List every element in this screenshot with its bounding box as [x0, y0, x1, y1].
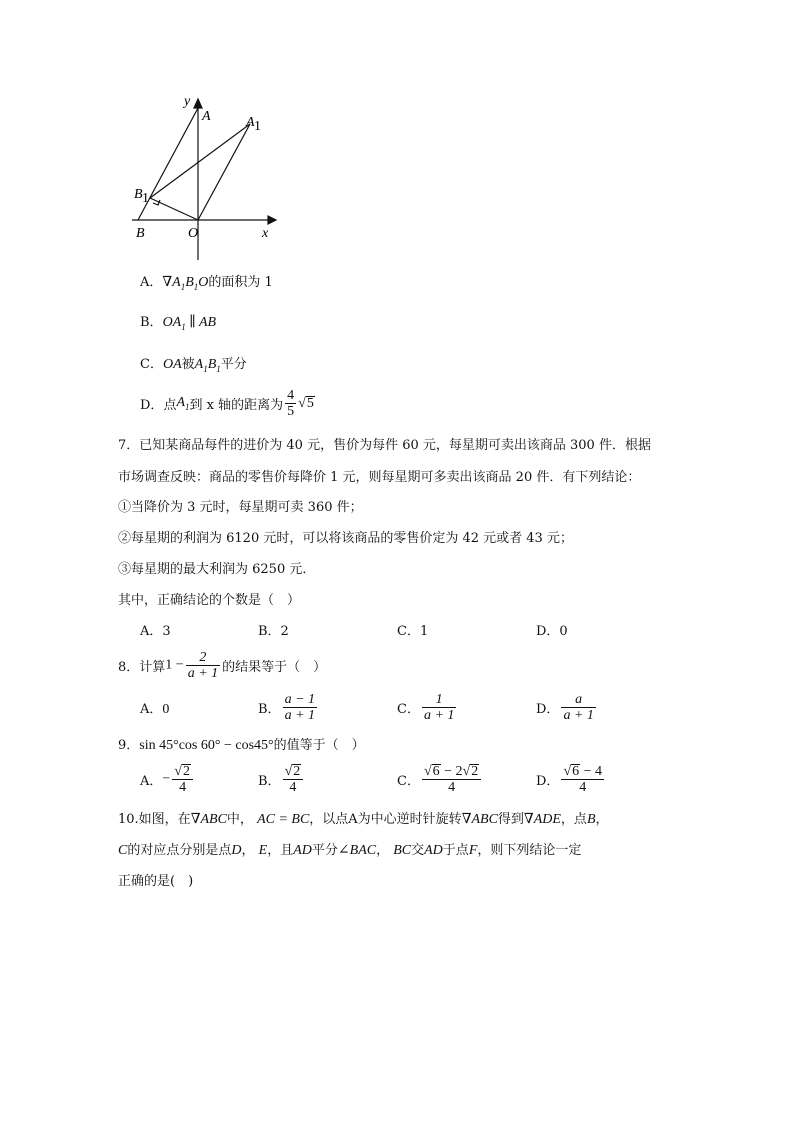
- segment-B1O: [150, 198, 198, 220]
- q8-option-d: D． $\frac{a}{a + 1}$: [536, 692, 594, 723]
- q7-option-c: C．1: [397, 624, 429, 639]
- label-A: A: [202, 109, 211, 124]
- q9-option-b: B． $\frac{√2}{4}$: [258, 764, 305, 795]
- q7-option-b: B．2: [258, 624, 289, 639]
- q9-option-a: A．− $\frac{√2}{4}$: [140, 764, 195, 795]
- segment-OA1: [198, 124, 250, 220]
- label-y: y: [184, 94, 191, 109]
- q8-option-c: C． $\frac{1}{a + 1}$: [397, 692, 455, 723]
- q7-question: 其中，正确结论的个数是（ ）: [118, 593, 301, 608]
- q8-stem: 8．计算1 − $\frac{2}{a + 1}$ 的结果等于（ ）: [118, 650, 327, 681]
- q9-option-c: C． $\frac{√6 - 2√2}{4}$: [397, 764, 483, 795]
- label-A1: A: [246, 115, 255, 130]
- q8-option-b: B． $\frac{a - 1}{a + 1}$: [258, 692, 316, 723]
- q10-stem-line2: C的对应点分别是点D， E，且AD平分∠BAC， BC交AD于点F，则下列结论一定: [118, 843, 582, 858]
- q7-statement-2: ②每星期的利润为 6120 元时，可以将该商品的零售价定为 42 元或者 43 元；: [118, 531, 573, 546]
- q8-option-a: A．0: [140, 702, 170, 717]
- segment-B1A1: [150, 124, 250, 198]
- q6-option-d: D．点$A_1$到 x 轴的距离为 $\frac{4}{5}$ √5: [140, 388, 314, 419]
- q7-statement-3: ③每星期的最大利润为 6250 元．: [118, 562, 316, 577]
- q7-option-a: A．3: [140, 624, 171, 639]
- label-B1-sub: 1: [142, 191, 149, 206]
- q6-option-a: A．$\nabla A_1B_1O$的面积为 1: [140, 275, 273, 292]
- q7-stem-line2: 市场调查反映：商品的零售价每降价 1 元，则每星期可多卖出该商品 20 件．有下列结论：: [118, 470, 641, 485]
- label-A1-sub: 1: [254, 119, 261, 134]
- label-O: O: [188, 226, 199, 241]
- label-x: x: [262, 226, 269, 241]
- q9-stem: 9．sin 45°cos 60° − cos45°的值等于（ ）: [118, 738, 365, 753]
- coordinate-figure: [120, 92, 280, 264]
- q7-option-d: D．0: [536, 624, 568, 639]
- q7-statement-1: ①当降价为 3 元时，每星期可卖 360 件；: [118, 500, 363, 515]
- label-B1: B: [134, 187, 143, 202]
- q10-stem-line1: 10.如图，在∇ABC中， AC = BC，以点A为中心逆时针旋转∇ABC得到∇ADE，点B，: [118, 812, 609, 827]
- q6-option-c: C．OA被$A_1B_1$平分: [140, 357, 247, 374]
- y-axis-arrow: [194, 99, 202, 108]
- x-axis-arrow: [268, 216, 276, 224]
- q6-option-b: B．$OA_1$ ∥ AB: [140, 315, 217, 332]
- q10-stem-line3: 正确的是( ): [118, 874, 194, 889]
- label-B: B: [136, 226, 145, 241]
- q7-stem-line1: 7．已知某商品每件的进价为 40 元，售价为每件 60 元，每星期可卖出该商品 300 件．根据: [118, 438, 651, 453]
- q9-option-d: D． $\frac{√6 - 4}{4}$: [536, 764, 603, 795]
